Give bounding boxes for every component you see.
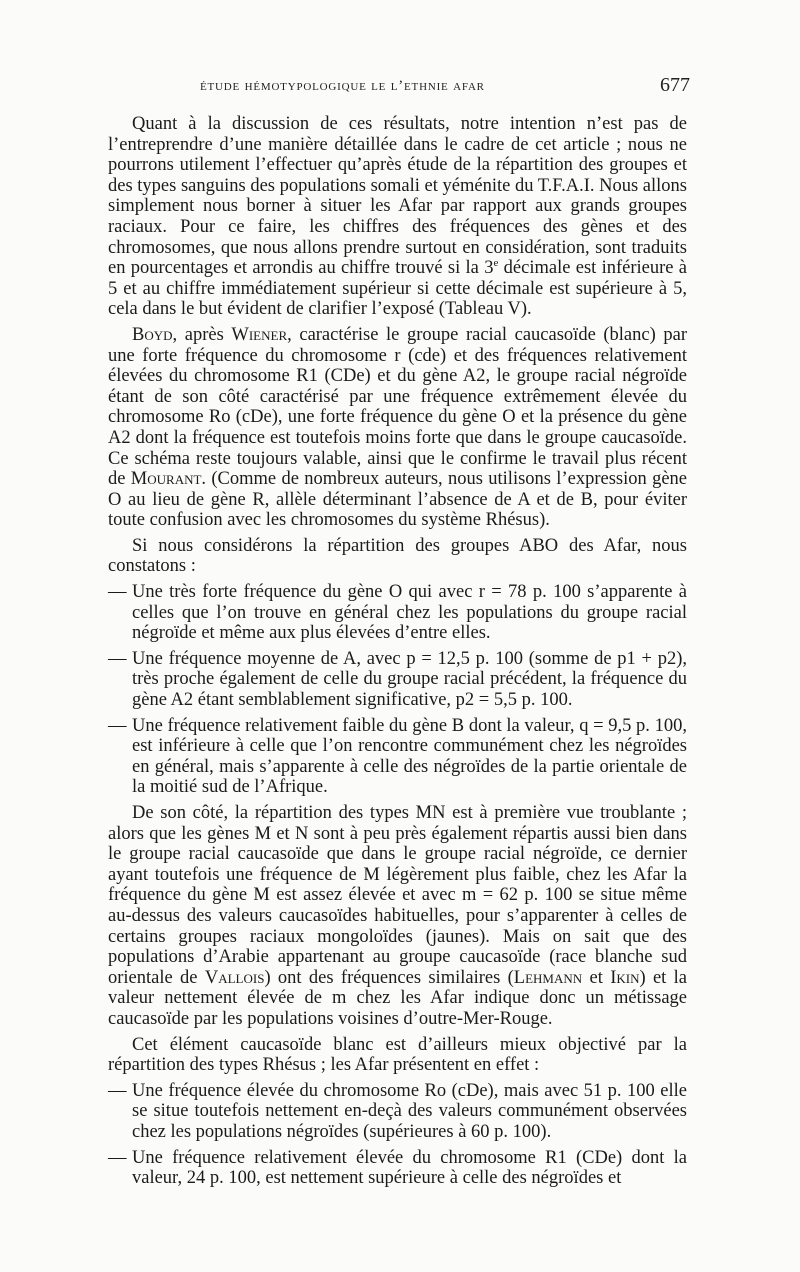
paragraph-text: , après bbox=[172, 324, 232, 345]
author-name: Lehmann bbox=[513, 967, 583, 988]
article-body bbox=[108, 114, 687, 1194]
superscript-ordinal: e bbox=[493, 257, 499, 270]
dash-marker: — bbox=[108, 715, 127, 736]
paragraph-abo-intro: Si nous considérons la répartition des groupes ABO des Afar, nous constatons : bbox=[108, 535, 687, 577]
dash-marker: — bbox=[108, 1080, 127, 1101]
paragraph-text: De son côté, la répartition des types MN est à première vue troublante ; alors que les gènes M et N sont à peu près également répartis aussi bien dans le groupe racial caucasoïde que dans le groupe racial négroïde, ce dernier ayant toutefois une fréquence de M légèrement plus faible, chez les Afar la fréquence du gène M est assez élevée et avec m = 62 p. 100 se situe même au-dessus des valeurs caucasoïdes habituelles, pour s’apparenter à celles de certains groupes raciaux mongoloïdes (jaunes). Mais on sait que des populations d’Arabie appartenant au groupe caucasoïde (race blanche sud orientale de bbox=[108, 803, 687, 988]
list-item-abo-a bbox=[108, 649, 687, 711]
paragraph-text: décimale est inférieure à 5 et au chiffre immédiatement supérieur si cette décimale est supérieure à 5, cela dans le but évident de clarifier l’exposé (Tableau V). bbox=[108, 258, 688, 320]
list-item-text: Une fréquence élevée du chromosome Ro (cDe), mais avec 51 p. 100 elle se situe toutefois nettement en-deçà des valeurs communément observées chez les populations négroïdes (supérieures à 60 p. 100). bbox=[132, 1080, 687, 1142]
list-item-text: Une fréquence relativement élevée du chromosome R1 (CDe) dont la valeur, 24 p. 100, est nettement supérieure à celle des négroïdes et bbox=[132, 1147, 687, 1189]
author-name: Vallois bbox=[204, 967, 265, 988]
author-name: Ikin bbox=[610, 967, 640, 988]
list-item-text: Une fréquence moyenne de A, avec p = 12,5 p. 100 (somme de p1 + p2), très proche également de celle du groupe racial précédent, la fréquence du gène A2 étant semblablement significative, p2 = 5,5 p. 100. bbox=[132, 648, 687, 711]
paragraph-text: ) et la valeur nettement élevée de m chez les Afar indique donc un métissage caucasoïde par les populations voisines d’outre-Mer-Rouge. bbox=[108, 967, 688, 1029]
paragraph-text: . (Comme de nombreux auteurs, nous utilisons l’expression gène O au lieu de gène R, allèle déterminant l’absence de A et de B, pour éviter toute confusion avec les chromosomes du système Rhésus). bbox=[108, 469, 687, 531]
dash-marker: — bbox=[108, 648, 127, 669]
author-name: Boyd bbox=[132, 324, 173, 345]
list-item-abo-b bbox=[108, 716, 687, 798]
running-title: étude hémotypologique le l’ethnie afar bbox=[200, 78, 485, 94]
paragraph-mn bbox=[108, 803, 687, 1030]
dash-marker: — bbox=[108, 582, 127, 603]
paragraph-text: ) ont des fréquences similaires ( bbox=[264, 967, 514, 988]
paragraph-text: et bbox=[582, 967, 611, 988]
list-item-abo-o bbox=[108, 582, 687, 644]
paragraph-text: , caractérise le groupe racial caucasoïde (blanc) par une forte fréquence du chromosome r (cde) et des fréquences relativement élevées du chromosome R1 (CDe) et du gène A2, le groupe racial négroïde étant de son côté caractérisé par une fréquence extrêmement élevée du chromosome Ro (cDe), une forte fréquence du gène O et la présence du gène A2 dont la fréquence est toutefois moins forte que dans le groupe caucasoïde. Ce schéma reste toujours valable, ainsi que le confirme le travail plus récent de bbox=[108, 324, 687, 490]
list-item-rhesus-ro bbox=[108, 1081, 687, 1143]
list-item-rhesus-r1 bbox=[108, 1148, 687, 1189]
paragraph-boyd bbox=[108, 325, 687, 531]
page-number: 677 bbox=[660, 74, 690, 96]
list-item-text: Une très forte fréquence du gène O qui avec r = 78 p. 100 s’apparente à celles que l’on trouve en général chez les populations du groupe racial négroïde et même aux plus élevées d’entre elles. bbox=[132, 582, 687, 644]
paragraph-discussion bbox=[108, 114, 687, 320]
dash-marker: — bbox=[108, 1147, 127, 1168]
list-item-text: Une fréquence relativement faible du gène B dont la valeur, q = 9,5 p. 100, est inférieure à celle que l’on rencontre communément chez les négroïdes en général, mais s’apparente à celle des négroïdes de la partie orientale de la moitié sud de l’Afrique. bbox=[132, 715, 687, 798]
author-name: Wiener bbox=[231, 324, 288, 345]
paragraph-rhesus-intro: Cet élément caucasoïde blanc est d’ailleurs mieux objectivé par la répartition des types Rhésus ; les Afar présentent en effet : bbox=[108, 1034, 687, 1076]
paragraph-text: Quant à la discussion de ces résultats, notre intention n’est pas de l’entreprendre d’une manière détaillée dans le cadre de cet article ; nous ne pourrons utilement l’effectuer qu’après étude de la répartition des groupes et des types sanguins des populations somali et yéménite du T.F.A.I. Nous allons simplement nous borner à situer les Afar par rapport aux grands groupes raciaux. Pour ce faire, les chiffres des fréquences des gènes et des chromosomes, que nous allons prendre surtout en considération, sont traduits en pourcentages et arrondis au chiffre trouvé si la 3 bbox=[108, 114, 687, 279]
author-name: Mourant bbox=[130, 469, 202, 490]
